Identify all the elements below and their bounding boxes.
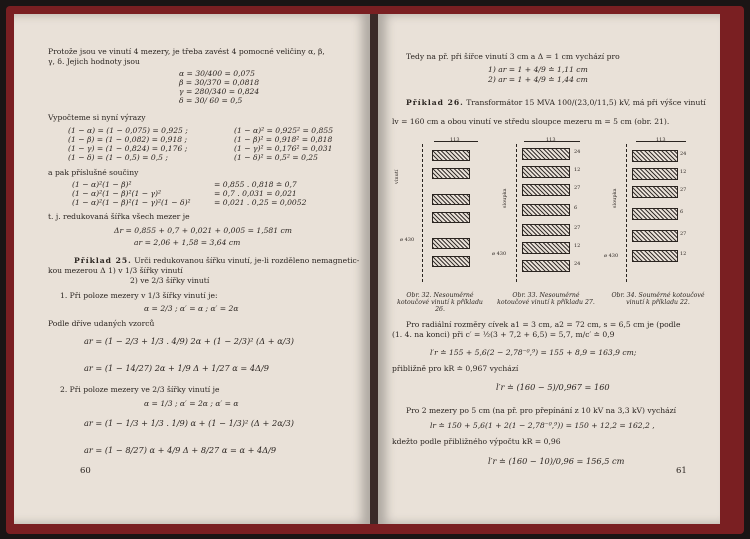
figure-32-label: vinutí: [394, 169, 400, 184]
figure-33-dim-label: 24: [574, 261, 581, 267]
figure-34-coil: [632, 168, 678, 180]
figure-33-coil: [522, 166, 570, 178]
figure-33-caption: Obr. 33. Nesouměrné kotoučové vinutí k příkladu 27.: [497, 292, 595, 306]
figure-33-dim-label: 6: [574, 205, 578, 211]
case-1-subtitle: Podle dříve udaných vzorců: [48, 319, 155, 328]
gap-line-1: Pro 2 mezery po 5 cm (na př. pro přepínání z 10 kV na 3,3 kV) vychází: [406, 406, 677, 415]
calc-row-right: (1 − β)² = 0,918² = 0,818: [234, 135, 333, 144]
figure-32-coil: [432, 238, 470, 249]
example-26-label: Příklad 26.: [406, 98, 464, 107]
product-row-left: (1 − α)²(1 − β)²(1 − γ)²(1 − δ)²: [72, 198, 191, 207]
figure-34-dim-label: 12: [680, 169, 687, 175]
example-26-line-2: lv = 160 cm a obou vinutí ve středu sloupce mezeru m = 5 cm (obr. 21).: [392, 117, 670, 126]
figure-33-coil: [522, 148, 570, 160]
example-25-text: Urči redukovanou šířku vinutí, je-li rozděleno nemagnetic-: [131, 256, 360, 265]
figure-32: [394, 138, 486, 288]
example-25-line-2: kou mezerou Δ 1) v 1/3 šířky vinutí: [48, 266, 183, 275]
figure-34-dimension: 113: [656, 137, 666, 143]
figure-33-coil: [522, 204, 570, 216]
gap-line-2: lr ≐ 150 + 5,6(1 + 2(1 − 2,78⁻⁰,⁹)) = 150 + 12,2 = 162,2 ,: [430, 421, 655, 430]
calc-row-right: (1 − α)² = 0,925² = 0,855: [234, 126, 334, 135]
figure-34-dim-label: 12: [680, 251, 687, 257]
case-1-formula-2: ar = (1 − 14/27) 2α + 1/9 Δ + 1/27 α = 4Δ/9: [84, 363, 269, 373]
figure-34-coil: [632, 208, 678, 220]
figure-32-coil: [432, 168, 470, 179]
gap-line-4: l′r ≐ (160 − 10)/0,96 = 156,5 cm: [488, 456, 625, 466]
figure-33-axis: [516, 144, 517, 282]
value-beta: β = 30/370 = 0,0818: [179, 78, 260, 87]
reduced-title: t. j. redukovaná šířka všech mezer je: [48, 212, 190, 221]
reduced-line-1: Δr = 0,855 + 0,7 + 0,021 + 0,005 = 1,581 cm: [114, 226, 292, 235]
gap-line-3: kdežto podle přibližného výpočtu kR = 0,96: [392, 437, 561, 446]
figure-33-dim-label: 27: [574, 185, 581, 191]
product-row-right: = 0,855 . 0,818 ≐ 0,7: [214, 180, 297, 189]
value-alpha: α = 30/400 = 0,075: [179, 69, 255, 78]
figure-33-coil: [522, 242, 570, 254]
radial-line-3: l′r ≐ 155 + 5,6(2 − 2,78⁻⁰,⁹) = 155 + 8,9 = 163,9 cm;: [430, 348, 637, 357]
figure-34-caption: Obr. 34. Souměrné kotoučové vinutí k příkladu 22.: [611, 292, 705, 306]
figure-32-coil: [432, 150, 470, 161]
example-25-line-3: 2) ve 2/3 šířky vinutí: [130, 276, 210, 285]
radial-line-2: (1. 4. na konci) při c′ = ½(3 + 7,2 + 6,5) = 5,7, m/c′ ≐ 0,9: [392, 330, 615, 339]
figure-34-coil: [632, 186, 678, 198]
product-row-right: = 0,021 . 0,25 = 0,0052: [214, 198, 307, 207]
figure-33: [490, 138, 600, 288]
figure-33-label: sloupka: [502, 188, 508, 208]
right-page: [378, 14, 720, 524]
figure-34-dim-label: 6: [680, 209, 684, 215]
figure-32-diameter: ø 430: [400, 237, 415, 243]
figure-33-diameter: ø 430: [492, 251, 507, 257]
left-page: [14, 14, 370, 524]
calc-title: Vypočteme si nyní výrazy: [48, 113, 146, 122]
figure-33-dim-label: 24: [574, 149, 581, 155]
case-1-formula-1: ar = (1 − 2/3 + 1/3 . 4/9) 2α + (1 − 2/3)² (Δ + α/3): [84, 336, 294, 346]
calc-row-left: (1 − γ) = (1 − 0,824) = 0,176 ;: [68, 144, 188, 153]
figure-34-coil: [632, 250, 678, 262]
result-2: 2) ar = 1 + 4/9 ≐ 1,44 cm: [488, 75, 588, 84]
result-1: 1) ar = 1 + 4/9 ≐ 1,11 cm: [488, 65, 588, 74]
book-gutter: [370, 14, 378, 524]
figure-33-coil: [522, 184, 570, 196]
figure-34-axis: [626, 144, 627, 282]
figure-32-axis: [422, 144, 423, 282]
radial-line-5: l′r ≐ (160 − 5)/0,967 = 160: [496, 382, 610, 392]
case-2-title: 2. Při poloze mezery ve 2/3 šířky vinutí je: [60, 385, 220, 394]
figure-33-dim-label: 12: [574, 167, 581, 173]
case-2-formula-1: ar = (1 − 1/3 + 1/3 . 1/9) α + (1 − 1/3)² (Δ + 2α/3): [84, 418, 294, 428]
figure-32-dimension: 113: [450, 137, 460, 143]
product-row-left: (1 − α)²(1 − β)²: [72, 180, 132, 189]
figure-33-dim-label: 12: [574, 243, 581, 249]
intro-line-2: γ, δ. Jejich hodnoty jsou: [48, 57, 140, 66]
calc-row-left: (1 − δ) = (1 − 0,5) = 0,5 ;: [68, 153, 168, 162]
result-intro: Tedy na př. při šířce vinutí 3 cm a Δ = 1 cm vychází pro: [406, 52, 620, 61]
value-delta: δ = 30/ 60 = 0,5: [179, 96, 243, 105]
products-title: a pak příslušné součiny: [48, 168, 139, 177]
figure-34-dim-label: 27: [680, 231, 687, 237]
figure-33-coil: [522, 224, 570, 236]
calc-row-right: (1 − δ)² = 0,5² = 0,25: [234, 153, 318, 162]
figure-34: [604, 138, 714, 288]
figure-33-dimension: 113: [546, 137, 556, 143]
example-26-heading: [406, 98, 706, 107]
figure-34-dim-label: 27: [680, 187, 687, 193]
figure-32-coil: [432, 212, 470, 223]
example-25-heading: [74, 256, 359, 265]
page-number-left: 60: [80, 466, 91, 476]
calc-row-left: (1 − β) = (1 − 0,082) = 0,918 ;: [68, 135, 188, 144]
calc-row-left: (1 − α) = (1 − 0,075) = 0,925 ;: [68, 126, 188, 135]
product-row-left: (1 − α)²(1 − β)²(1 − γ)²: [72, 189, 162, 198]
radial-line-4: přibližně pro kR ≐ 0,967 vychází: [392, 364, 519, 373]
figure-32-coil: [432, 256, 470, 267]
case-2-equalities: α = 1/3 ; α′ = 2α ; α′ = α: [144, 399, 239, 408]
page-number-right: 61: [676, 466, 687, 476]
case-1-equalities: α = 2/3 ; α′ = α ; α′ = 2α: [144, 304, 239, 313]
value-gamma: γ = 280/340 = 0,824: [179, 87, 260, 96]
intro-line-1: Protože jsou ve vinutí 4 mezery, je třeba zavést 4 pomocné veličiny α, β,: [48, 47, 325, 56]
example-25-label: Příklad 25.: [74, 256, 132, 265]
calc-row-right: (1 − γ)² = 0,176² = 0,031: [234, 144, 333, 153]
figure-34-coil: [632, 150, 678, 162]
example-26-text: Transformátor 15 MVA 100/(23,0/11,5) kV, má při výšce vinutí: [463, 98, 706, 107]
figure-32-coil: [432, 194, 470, 205]
figure-34-diameter: ø 430: [604, 253, 619, 259]
figure-34-label: sloupka: [612, 188, 618, 208]
figure-34-dim-label: 24: [680, 151, 687, 157]
reduced-line-2: ar = 2,06 + 1,58 = 3,64 cm: [134, 238, 241, 247]
figure-33-dim-label: 27: [574, 225, 581, 231]
case-2-formula-2: ar = (1 − 8/27) α + 4/9 Δ + 8/27 α = α + 4Δ/9: [84, 445, 277, 455]
radial-line-1: Pro radiální rozměry cívek a1 = 3 cm, a2 = 72 cm, s = 6,5 cm je (podle: [406, 320, 681, 329]
figure-33-coil: [522, 260, 570, 272]
product-row-right: = 0,7 . 0,031 = 0,021: [214, 189, 297, 198]
case-1-title: 1. Při poloze mezery v 1/3 šířky vinutí je:: [60, 291, 218, 300]
figure-34-coil: [632, 230, 678, 242]
figure-32-caption: Obr. 32. Nesouměrné kotoučové vinutí k příkladu 26.: [397, 292, 483, 313]
